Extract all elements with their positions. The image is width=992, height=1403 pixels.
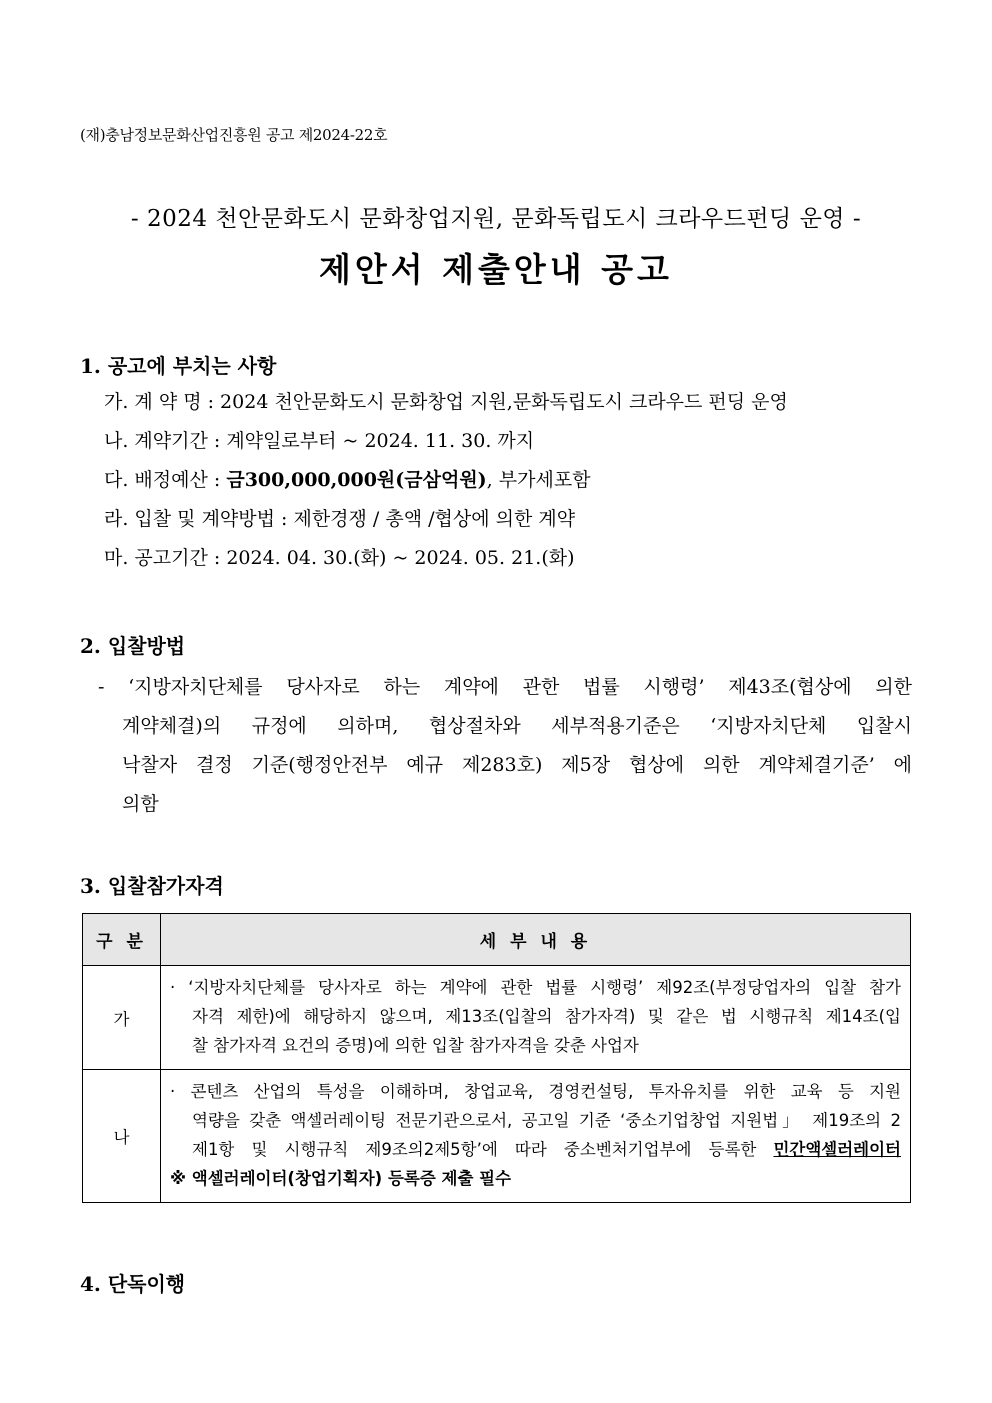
item-budget xyxy=(104,468,924,507)
budget-amount: 금300,000,000원(금삼억원) xyxy=(226,469,487,491)
section-1-heading: 1. 공고에 부치는 사항 xyxy=(80,354,277,378)
table-row xyxy=(83,1070,911,1203)
document-title: 제안서 제출안내 공고 xyxy=(319,250,673,289)
section-4-heading: 4. 단독이행 xyxy=(80,1272,186,1296)
private-accelerator-emphasis: 민간액셀러레이터 xyxy=(773,1140,901,1159)
item-notice-period: 마. 공고기간 : 2024. 04. 30.(화) ~ 2024. 05. 21.(화) xyxy=(104,547,575,569)
content-line: · 콘텐츠 산업의 특성을 이해하며, 창업교육, 경영컨설팅, 투자유치를 위한 교육 등 지원 xyxy=(170,1082,901,1101)
section-2-heading: 2. 입찰방법 xyxy=(80,634,186,658)
row-label: 나 xyxy=(83,1070,161,1203)
qualification-table xyxy=(82,913,911,1203)
budget-suffix: , 부가세포함 xyxy=(486,469,591,491)
content-line: 찰 참가자격 요건의 증명)에 의한 입찰 참가자격을 갖춘 사업자 xyxy=(192,1036,639,1055)
row-content xyxy=(161,966,911,1070)
table-row xyxy=(83,966,911,1070)
paragraph-line: 의함 xyxy=(122,793,159,815)
item-contract-name: 가. 계 약 명 : 2024 천안문화도시 문화창업 지원,문화독립도시 크라우드 펀딩 운영 xyxy=(104,391,788,413)
paragraph-line: 계약체결)의 규정에 의하며, 협상절차와 세부적용기준은 ‘지방자치단체 입찰시 xyxy=(122,715,912,737)
content-line xyxy=(170,1135,901,1164)
header-category: 구 분 xyxy=(83,914,161,966)
content-line: 자격 제한)에 해당하지 않으며, 제13조(입찰의 참가자격) 및 같은 법 시행규칙 제14조(입 xyxy=(192,1007,901,1026)
paragraph-line: 낙찰자 결정 기준(행정안전부 예규 제283호) 제5장 협상에 의한 계약체결기준’ 에 xyxy=(122,754,912,776)
table-header-row xyxy=(83,914,911,966)
content-text: 제1항 및 시행규칙 제9조의2제5항’에 따라 중소벤처기업부에 등록한 xyxy=(192,1140,774,1159)
budget-label: 다. 배정예산 : xyxy=(104,469,227,491)
section-3-heading: 3. 입찰참가자격 xyxy=(80,874,224,898)
section-1-items xyxy=(104,390,924,585)
item-contract-period: 나. 계약기간 : 계약일로부터 ~ 2024. 11. 30. 까지 xyxy=(104,430,535,452)
row-content xyxy=(161,1070,911,1203)
content-line: 역량을 갖춘 액셀러레이팅 전문기관으로서, 공고일 기준 ‘중소기업창업 지원법」 제19조의 2 xyxy=(192,1111,901,1130)
content-line: · ‘지방자치단체를 당사자로 하는 계약에 관한 법률 시행령’ 제92조(부정당업자의 입찰 참가 xyxy=(170,978,901,997)
notice-number: (재)충남정보문화산업진흥원 공고 제2024-22호 xyxy=(80,126,388,144)
required-note: ※ 액셀러레이터(창업기획자) 등록증 제출 필수 xyxy=(170,1169,512,1188)
section-2-paragraph xyxy=(98,668,912,824)
header-details: 세 부 내 용 xyxy=(161,914,911,966)
item-bid-method: 라. 입찰 및 계약방법 : 제한경쟁 / 총액 /협상에 의한 계약 xyxy=(104,508,576,530)
row-label: 가 xyxy=(83,966,161,1070)
document-subtitle: - 2024 천안문화도시 문화창업지원, 문화독립도시 크라우드펀딩 운영 - xyxy=(130,206,862,232)
paragraph-line: - ‘지방자치단체를 당사자로 하는 계약에 관한 법률 시행령’ 제43조(협상에 의한 xyxy=(98,676,912,698)
